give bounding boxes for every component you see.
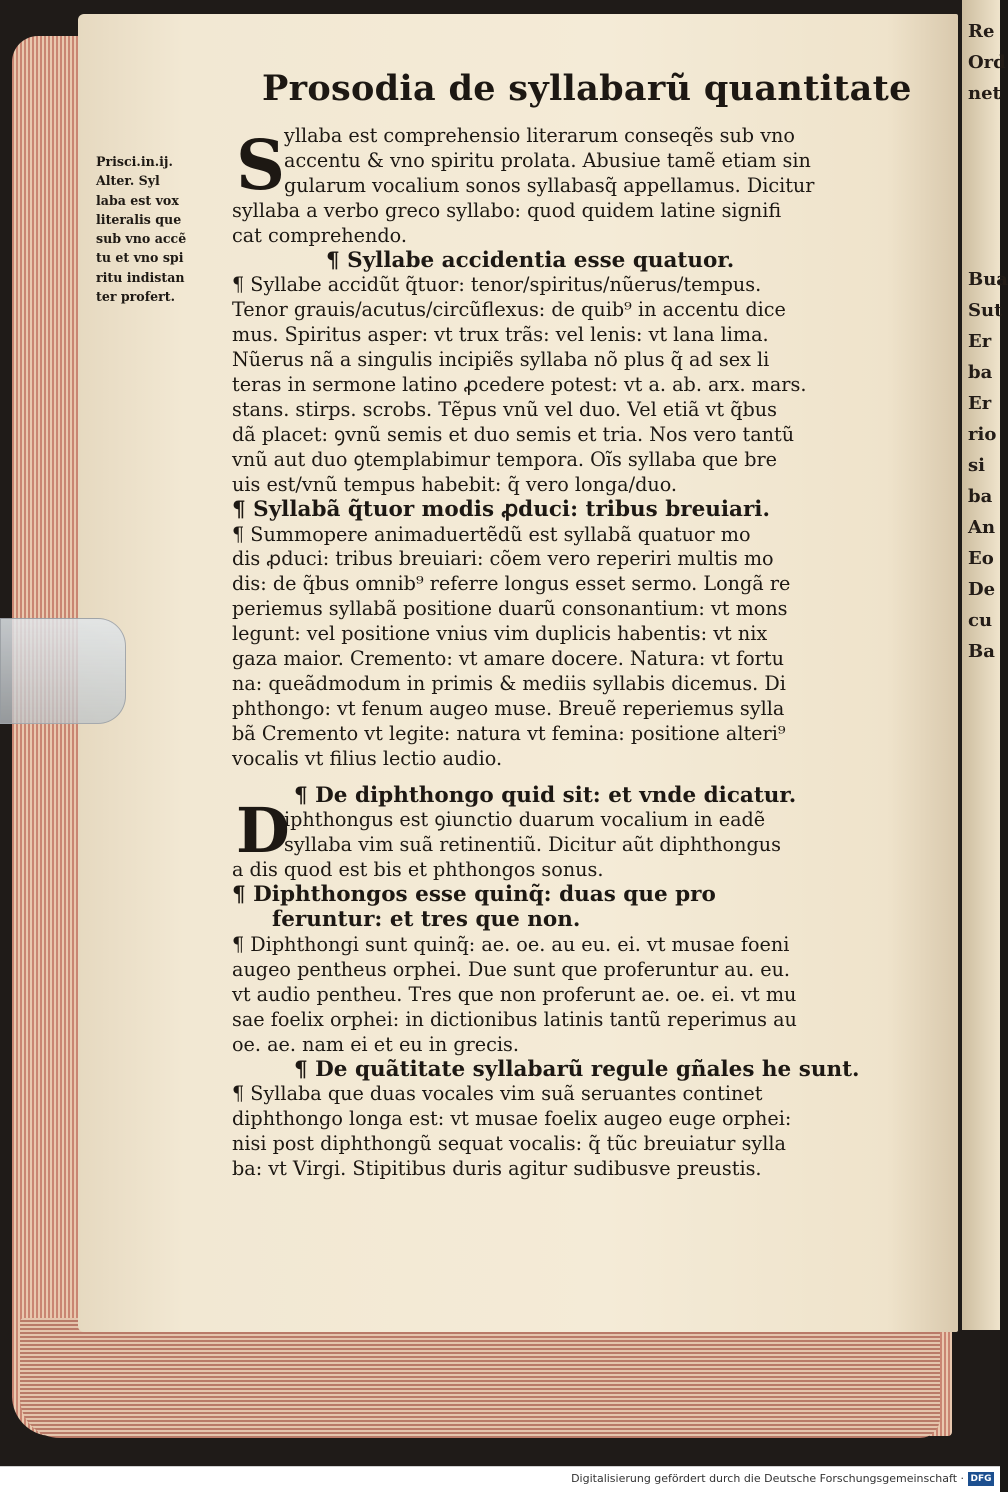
marginal-note-line: laba est vox: [96, 192, 179, 208]
footer-bar: [0, 1466, 1000, 1492]
section-heading: ¶ De diphthongo quid sit: et vnde dicatur.: [294, 782, 797, 808]
marginal-note-line: tu et vno spi: [96, 250, 184, 266]
text-line: na: queãdmodum in primis & mediis syllabis dicemus. Di: [232, 671, 786, 695]
text-line: syllaba vim suã retinentiũ. Dicitur aũt diphthongus: [284, 833, 781, 857]
text-line: Nũerus nã a singulis incipiẽs syllaba nõ plus q̃ ad sex li: [232, 348, 770, 372]
text-line: periemus syllabã positione duarũ consonantium: vt mons: [232, 597, 788, 621]
text-line: syllaba a verbo greco syllabo: quod quidem latine signifi: [232, 198, 782, 222]
text-line: iphthongus est ꝯiunctio duarum vocalium in eadẽ: [284, 808, 766, 832]
text-line: gaza maior. Cremento: vt amare docere. Natura: vt fortu: [232, 647, 784, 671]
initial-letter-d: D: [236, 794, 290, 867]
text-line: phthongo: vt fenum augeo muse. Breuẽ reperiemus sylla: [232, 696, 785, 720]
text-line: bã Cremento vt legite: natura vt femina: positione alteri⁹: [232, 721, 786, 745]
text-line: vocalis vt filius lectio audio.: [232, 746, 503, 770]
text-line: dis ꝓduci: tribus breuiari: cõem vero reperiri multis mo: [232, 547, 774, 571]
text-line: stans. stirps. scrobs. Tẽpus vnũ vel duo. Vel etiã vt q̃bus: [232, 397, 777, 421]
text-line: accentu & vno spiritu prolata. Abusiue tamẽ etiam sin: [284, 148, 811, 172]
plastic-clip: [0, 618, 126, 724]
text-line: ¶ Syllaba que duas vocales vim suã seruantes continet: [232, 1082, 763, 1106]
facing-page: [962, 0, 1008, 1330]
section-heading: ¶ De quãtitate syllabarũ regule gñales he sunt.: [294, 1056, 860, 1082]
text-line: yllaba est comprehensio literarum conseqẽs sub vno: [284, 124, 795, 147]
text-line: ¶ Diphthongi sunt quinq̃: ae. oe. au eu. ei. vt musae foeni: [232, 933, 790, 956]
text-line: Tenor grauis/acutus/circũflexus: de quib⁹ in accentu dice: [232, 298, 786, 322]
text-line: a dis quod est bis et phthongos sonus.: [232, 858, 604, 882]
text-line: ¶ Summopere animaduertẽdũ est syllabã quatuor mo: [232, 522, 751, 546]
text-line: mus. Spiritus asper: vt trux trãs: vel lenis: vt lana lima.: [232, 323, 769, 347]
marginal-note-line: literalis que: [96, 211, 182, 227]
main-text: [232, 124, 868, 1182]
text-line: nisi post diphthongũ sequat vocalis: q̃ tũc breuiatur sylla: [232, 1132, 786, 1156]
text-line: cat comprehendo.: [232, 223, 407, 247]
text-line: diphthongo longa est: vt musae foelix augeo euge orphei:: [232, 1107, 792, 1131]
text-line: augeo pentheus orphei. Due sunt que proferuntur au. eu.: [232, 957, 791, 981]
text-line: gularum vocalium sonos syllabasq̃ appellamus. Dicitur: [284, 173, 815, 197]
text-line: ¶ Syllabe accidũt q̃tuor: tenor/spiritus/nũerus/tempus.: [232, 273, 762, 297]
section-heading: feruntur: et tres que non.: [272, 907, 581, 933]
text-line: sae foelix orphei: in dictionibus latinis tantũ reperimus au: [232, 1007, 797, 1031]
marginal-note-line: Alter. Syl: [96, 173, 160, 189]
marginal-note-line: ritu indistan: [96, 269, 185, 285]
page-edges-bottom: [20, 1318, 940, 1438]
marginal-note-line: sub vno accẽ: [96, 231, 187, 247]
text-line: oe. ae. nam ei et eu in grecis.: [232, 1032, 519, 1056]
page-title: Prosodia de syllabarũ quantitate: [262, 68, 912, 109]
text-line: dis: de q̃bus omnib⁹ referre longus esset sermo. Longã re: [232, 572, 791, 596]
text-line: vnũ aut duo ꝯtemplabimur tempora. Oĩs syllaba que bre: [232, 447, 778, 471]
marginal-note: [96, 152, 232, 306]
text-line: teras in sermone latino ꝓcedere potest: vt a. ab. arx. mars.: [232, 373, 807, 397]
text-line: legunt: vel positione vnius vim duplicis habentis: vt nix: [232, 622, 768, 646]
section-heading: ¶ Diphthongos esse quinq̃: duas que pro: [232, 882, 716, 908]
footer-credit: Digitalisierung gefördert durch die Deutsche Forschungsgemeinschaft ·: [571, 1472, 964, 1485]
text-line: vt audio pentheu. Tres que non proferunt ae. oe. ei. vt mu: [232, 982, 797, 1006]
dfg-logo: DFG: [968, 1472, 994, 1486]
text-line: ba: vt Virgi. Stipitibus duris agitur sudibusve preustis.: [232, 1157, 762, 1181]
text-line: dã placet: ꝯvnũ semis et duo semis et tria. Nos vero tantũ: [232, 422, 795, 446]
facing-page-text: Re Ord net Bua Sut Er ba Er rio si ba An Eo De cu Ba: [968, 21, 1008, 662]
text-line: uis est/vnũ tempus habebit: q̃ vero longa/duo.: [232, 472, 678, 496]
marginal-note-line: Prisci.in.ij.: [96, 154, 173, 169]
section-heading: ¶ Syllabã q̃tuor modis ꝓduci: tribus breuiari.: [232, 496, 770, 522]
marginal-note-line: ter profert.: [96, 289, 175, 305]
initial-letter-s: S: [236, 126, 286, 206]
section-heading: ¶ Syllabe accidentia esse quatuor.: [326, 247, 735, 273]
